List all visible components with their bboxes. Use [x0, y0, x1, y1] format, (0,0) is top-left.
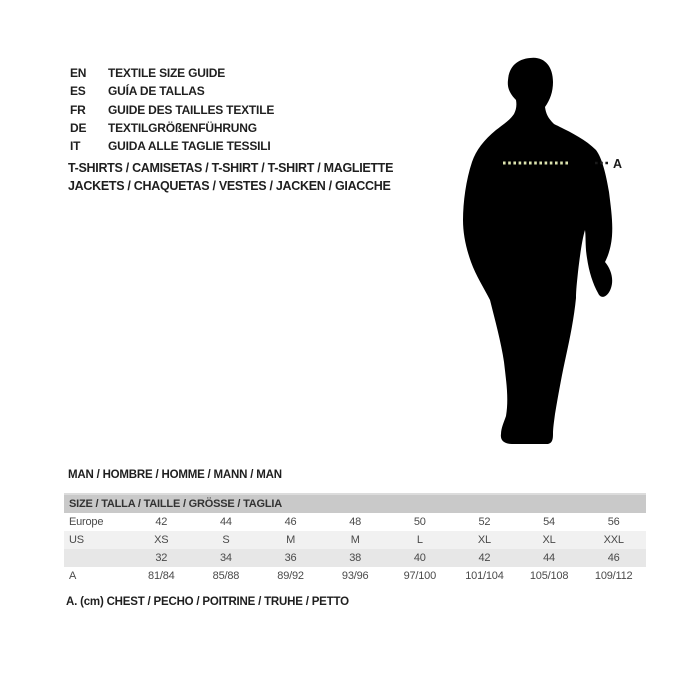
row-label — [64, 549, 129, 567]
cell: 32 — [155, 552, 168, 564]
language-code: DE — [70, 120, 87, 135]
cell: 46 — [607, 552, 620, 564]
cell: M — [350, 534, 360, 546]
cell: 105/108 — [529, 570, 569, 582]
cell: L — [416, 534, 423, 546]
cell: S — [222, 534, 230, 546]
cell: 36 — [284, 552, 297, 564]
language-code: IT — [70, 139, 81, 154]
section-title-man: MAN / HOMBRE / HOMME / MANN / MAN — [68, 469, 282, 481]
table-header-row — [64, 494, 646, 513]
cell: 42 — [155, 516, 168, 528]
language-row — [70, 101, 274, 119]
row-label: Europe — [69, 516, 104, 528]
cell: 46 — [284, 516, 297, 528]
cell: 97/100 — [403, 570, 437, 582]
cell: 101/104 — [465, 570, 504, 582]
measure-label-a: A — [613, 157, 623, 171]
row-label: US — [69, 534, 84, 546]
cell: 93/96 — [341, 570, 369, 582]
man-silhouette-svg — [440, 50, 660, 450]
language-list — [70, 64, 274, 155]
cell: 52 — [478, 516, 491, 528]
language-row — [70, 64, 274, 82]
cell: 44 — [220, 516, 232, 528]
category-jackets: JACKETS / CHAQUETAS / VESTES / JACKEN / GIACCHE — [68, 179, 391, 193]
language-row — [70, 137, 274, 155]
cell: 89/92 — [277, 570, 304, 582]
cell: 109/112 — [594, 570, 633, 582]
cell: 81/84 — [148, 570, 175, 582]
size-table — [64, 493, 646, 585]
category-tshirts: T-SHIRTS / CAMISETAS / T-SHIRT / T-SHIRT / MAGLIETTE — [68, 161, 394, 175]
language-label: GUIDA ALLE TAGLIE TESSILI — [108, 139, 271, 154]
language-code: ES — [70, 84, 86, 99]
language-label: GUÍA DE TALLAS — [108, 84, 205, 99]
language-label: GUIDE DES TAILLES TEXTILE — [108, 102, 275, 117]
cell: 54 — [543, 516, 555, 528]
cell: 48 — [349, 516, 362, 528]
cell: 85/88 — [212, 570, 240, 582]
cell: 40 — [413, 552, 426, 564]
cell: 44 — [543, 552, 555, 564]
cell: XS — [154, 534, 169, 546]
cell: 38 — [349, 552, 362, 564]
table-header: SIZE / TALLA / TAILLE / GRÖSSE / TAGLIA — [64, 494, 646, 513]
language-row — [70, 82, 274, 100]
cell: 42 — [478, 552, 491, 564]
table-row-europe — [64, 513, 646, 531]
table-row-us — [64, 531, 646, 549]
table-row-us-numeric — [64, 549, 646, 567]
cell: 56 — [607, 516, 620, 528]
cell: XL — [477, 534, 491, 546]
cell: XXL — [603, 534, 624, 546]
language-row — [70, 119, 274, 137]
cell: M — [286, 534, 296, 546]
row-label: A — [69, 570, 77, 582]
language-code: EN — [70, 66, 87, 80]
language-label: TEXTILE SIZE GUIDE — [108, 66, 226, 80]
language-code: FR — [70, 102, 86, 117]
cell: 50 — [413, 516, 426, 528]
table-row-chest-a — [64, 567, 646, 585]
category-list — [68, 159, 393, 195]
figure-man-silhouette — [440, 50, 660, 450]
cell: XL — [542, 534, 556, 546]
measurement-footnote: A. (cm) CHEST / PECHO / POITRINE / TRUHE / PETTO — [66, 596, 349, 608]
man-silhouette — [463, 58, 612, 444]
language-label: TEXTILGRÖßENFÜHRUNG — [108, 120, 257, 135]
cell: 34 — [220, 552, 232, 564]
